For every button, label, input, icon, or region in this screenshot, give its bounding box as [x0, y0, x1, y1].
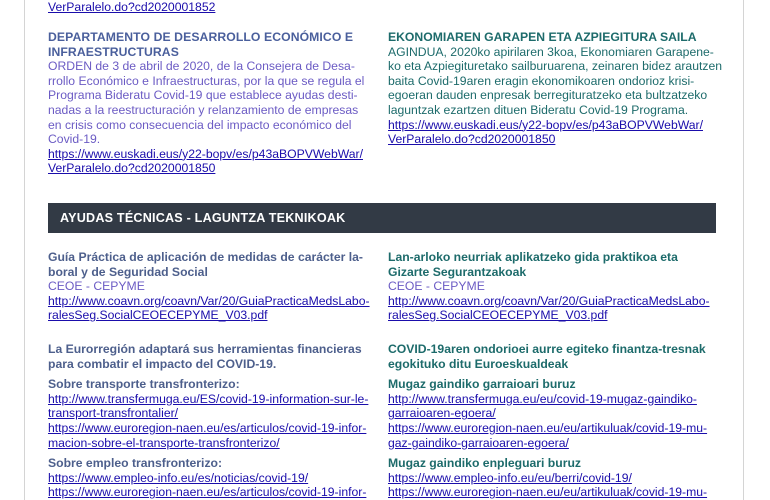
department-link-es[interactable]	[48, 147, 370, 176]
title-line: egokituko ditu Euroeskualdeak	[388, 356, 569, 371]
link-line[interactable]: VerParalelo.do?cd2020001850	[48, 161, 216, 176]
body-line: en crisis como consecuencia del impacto económico del	[48, 117, 352, 132]
guide-block-es	[48, 250, 370, 323]
link-line[interactable]: ralesSeg.SocialCEOECEPYME_V03.pdf	[48, 308, 268, 323]
link-line[interactable]: https://www.empleo-info.eu/es/noticias/covid-19/	[48, 470, 309, 485]
body-line: baita Covid-19aren eragin ekonomikoaren ondorioz krisi-	[388, 73, 695, 88]
link-line[interactable]: https://www.empleo-info.eu/eu/berri/covid-19/	[388, 470, 632, 485]
title-line: Guía Práctica de aplicación de medidas de carácter la-	[48, 250, 363, 264]
department-block-eu	[388, 30, 723, 147]
title-line: La Eurorregión adaptará sus herramientas financieras	[48, 342, 362, 356]
euroregion-transport-link-eu[interactable]	[388, 421, 710, 450]
empleo-link-eu[interactable]	[388, 471, 710, 486]
title-line: DEPARTAMENTO DE DESARROLLO ECONÓMICO E	[48, 30, 354, 44]
link-line[interactable]: http://www.transfermuga.eu/eu/covid-19-mugaz-gaindiko-	[388, 391, 697, 406]
link-line[interactable]: garraioaren-egoera/	[388, 406, 496, 421]
guide-org-eu: CEOE - CEPYME	[388, 279, 485, 294]
empleo-link-es[interactable]	[48, 471, 370, 486]
department-title-es	[48, 30, 370, 59]
link-line[interactable]: http://www.coavn.org/coavn/Var/20/GuiaPracticaMedsLabo-	[48, 293, 370, 308]
guide-link-eu[interactable]	[388, 294, 710, 323]
link-line[interactable]: https://www.euroregion-naen.eu/eu/artikuluak/covid-19-mu-	[388, 485, 708, 500]
body-line: laguntzak ezartzen dituen Bideratu Covid-19 Programa.	[388, 102, 689, 117]
euroregion-block-eu	[388, 342, 710, 500]
link-line[interactable]: gaz-gaindiko-garraioaren-egoera/	[388, 435, 569, 450]
body-line: Covid-19.	[48, 132, 101, 147]
body-line: ORDEN de 3 de abril de 2020, de la Consejera de Desa-	[48, 59, 355, 74]
title-line: para combatir el impacto del COVID-19.	[48, 356, 277, 371]
transfermuga-link-es[interactable]	[48, 392, 370, 421]
guide-block-eu	[388, 250, 710, 323]
guide-title-eu	[388, 250, 710, 279]
department-block-es	[48, 30, 370, 176]
link-line[interactable]: https://www.euroregion-naen.eu/es/articulos/covid-19-infor-	[48, 420, 367, 435]
title-line: COVID-19aren ondorioei aurre egiteko finantza-tresnak	[388, 342, 706, 356]
body-line: rrollo Económico e Infraestructuras, por la que se regula el	[48, 73, 365, 88]
title-line: Gizarte Segurantzakoak	[388, 264, 527, 279]
department-body-eu	[388, 44, 723, 118]
guide-link-es[interactable]	[48, 294, 370, 323]
link-line[interactable]: https://www.euroregion-naen.eu/es/articulos/covid-19-infor-	[48, 485, 367, 500]
link-line[interactable]: macion-sobre-el-transporte-transfronterizo/	[48, 435, 280, 450]
link-line[interactable]: VerParalelo.do?cd2020001850	[388, 132, 556, 147]
link-line[interactable]: https://www.euskadi.eus/y22-bopv/es/p43aBOPVWebWar/	[388, 117, 703, 132]
employment-label-eu: Mugaz gaindiko enpleguari buruz	[388, 456, 581, 471]
euroregion-employment-link-eu[interactable]	[388, 485, 710, 500]
euroregion-block-es	[48, 342, 370, 500]
euroregion-title-eu	[388, 342, 710, 371]
link-line[interactable]: https://www.euskadi.eus/y22-bopv/es/p43aBOPVWebWar/	[48, 146, 363, 161]
body-line: Programa Bideratu Covid-19 que establece ayudas desti-	[48, 88, 358, 103]
euroregion-title-es	[48, 342, 370, 371]
link-line[interactable]: https://www.euroregion-naen.eu/eu/artikuluak/covid-19-mu-	[388, 420, 708, 435]
link-line[interactable]: ralesSeg.SocialCEOECEPYME_V03.pdf	[388, 308, 608, 323]
guide-title-es	[48, 250, 370, 279]
department-title-eu	[388, 30, 710, 45]
link-line[interactable]: transport-transfrontalier/	[48, 406, 179, 421]
newsletter-page	[24, 0, 744, 500]
body-line: egoeran dauden enpresak berregituratzeko eta bultzatzeko	[388, 88, 708, 103]
euroregion-employment-link-es[interactable]	[48, 485, 370, 500]
previous-link[interactable]: VerParalelo.do?cd2020001852	[48, 0, 216, 14]
body-line: nadas a la reestructuración y relanzamiento de empresas	[48, 102, 359, 117]
title-line: Lan-arloko neurriak aplikatzeko gida praktikoa eta	[388, 250, 678, 264]
title-line: boral y de Seguridad Social	[48, 264, 208, 279]
transfermuga-link-eu[interactable]	[388, 392, 710, 421]
employment-label-es: Sobre empleo transfronterizo:	[48, 456, 223, 471]
euroregion-transport-link-es[interactable]	[48, 421, 370, 450]
guide-org-es: CEOE - CEPYME	[48, 279, 145, 294]
body-line: ko eta Azpiegituretako sailburuarena, zeinaren bidez arautzen	[388, 59, 723, 74]
department-body-es	[48, 59, 370, 147]
department-link-eu[interactable]	[388, 118, 710, 147]
previous-link-block	[48, 0, 370, 15]
body-line: AGINDUA, 2020ko apirilaren 3koa, Ekonomiaren Garapene-	[388, 44, 714, 59]
title-line: INFRAESTRUCTURAS	[48, 44, 179, 59]
transport-label-es: Sobre transporte transfronterizo:	[48, 377, 240, 392]
link-line[interactable]: http://www.coavn.org/coavn/Var/20/GuiaPracticaMedsLabo-	[388, 293, 710, 308]
title-line: EKONOMIAREN GARAPEN ETA AZPIEGITURA SAILA	[388, 30, 697, 44]
transport-label-eu: Mugaz gaindiko garraioari buruz	[388, 377, 576, 392]
section-banner: AYUDAS TÉCNICAS - LAGUNTZA TEKNIKOAK	[48, 203, 716, 233]
link-line[interactable]: http://www.transfermuga.eu/ES/covid-19-information-sur-le-	[48, 391, 369, 406]
